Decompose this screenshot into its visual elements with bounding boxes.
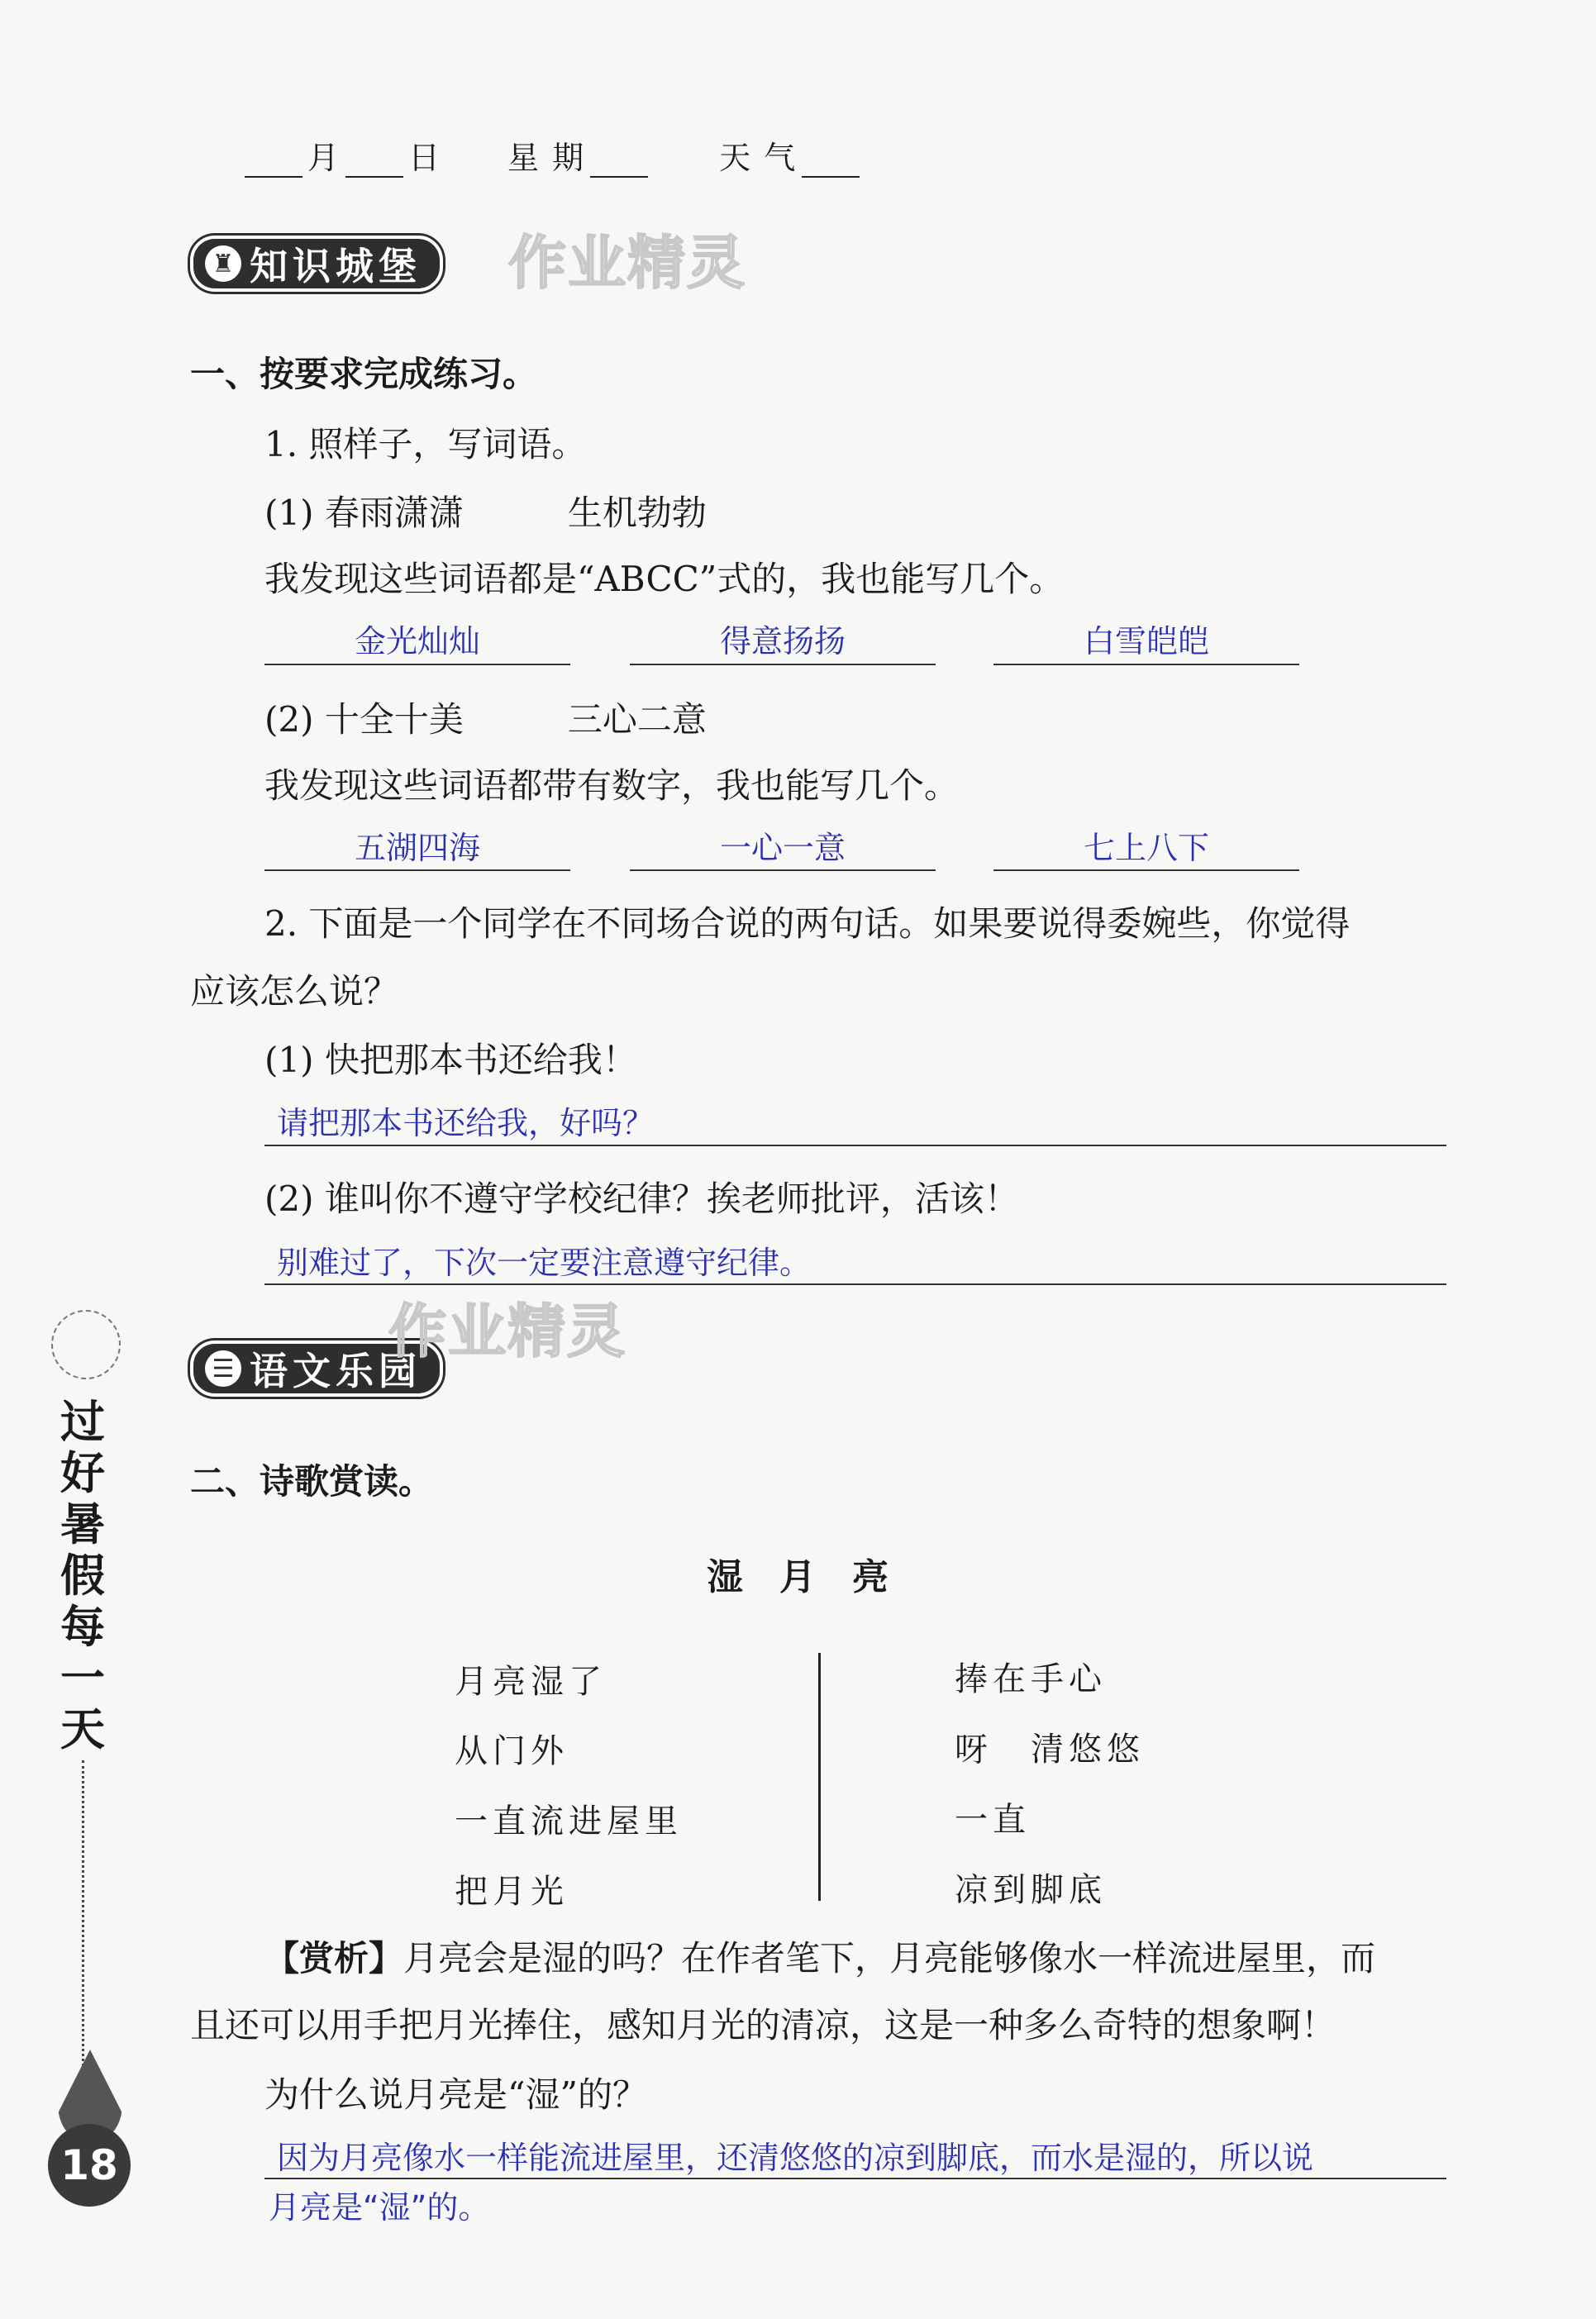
sidebar-char: 天 [60, 1703, 105, 1755]
poem-line: 月亮湿了 [455, 1663, 607, 1701]
weather-blank[interactable] [802, 148, 860, 178]
sidebar-char: 假 [60, 1550, 105, 1602]
sidebar-char: 好 [60, 1447, 105, 1499]
poem-question: 为什么说月亮是“湿”的？ [264, 2074, 647, 2115]
poem-line: 一直流进屋里 [455, 1802, 683, 1840]
answer-word[interactable]: 得意扬扬 [719, 623, 846, 660]
weekday-label: 星 期 [507, 140, 586, 176]
section2-title: 二、诗歌赏读。 [190, 1461, 434, 1502]
poem-line: 把月光 [455, 1873, 569, 1911]
section1-title: 一、按要求完成练习。 [190, 354, 538, 394]
day-label: 日 [408, 140, 442, 176]
answer-word[interactable]: 白雪皑皑 [1083, 623, 1209, 660]
watermark: 作业精灵 [508, 229, 746, 297]
sidebar-char: 过 [60, 1396, 105, 1448]
month-label: 月 [307, 140, 341, 176]
q2-sentence2: (2) 谁叫你不遵守学校纪律？挨老师批评，活该！ [264, 1179, 1019, 1219]
knowledge-castle-badge [190, 236, 443, 292]
book-icon: ☰ [205, 1350, 241, 1387]
answer-line [264, 664, 570, 665]
answer-word[interactable]: 七上八下 [1083, 830, 1209, 866]
answer-word[interactable]: 一心一意 [719, 830, 846, 866]
watermark: 作业精灵 [388, 1298, 626, 1365]
q1-part1-examples: (1) 春雨潇潇 生机勃勃 [264, 493, 707, 533]
month-blank[interactable] [245, 148, 303, 178]
knowledge-castle-label: 知识城堡 [250, 244, 422, 288]
poem-line: 捧在手心 [955, 1660, 1107, 1698]
sidebar-char: 每 [60, 1601, 105, 1653]
answer-line [264, 1145, 1446, 1146]
q2-answer1[interactable]: 请把那本书还给我，好吗？ [277, 1105, 655, 1141]
poem-line: 呀 清悠悠 [955, 1731, 1145, 1769]
page-number: 18 [48, 2124, 131, 2207]
analysis-text1: 月亮会是湿的吗？在作者笔下，月亮能够像水一样流进屋里，而 [403, 1938, 1376, 1979]
q1-part2-finding: 我发现这些词语都带有数字，我也能写几个。 [264, 765, 960, 806]
poem-answer-line2[interactable]: 月亮是“湿”的。 [269, 2189, 490, 2226]
weekday-blank[interactable] [590, 148, 648, 178]
answer-line [630, 664, 936, 665]
q1-prompt: 1. 照样子，写词语。 [264, 424, 587, 464]
analysis-line1 [264, 1931, 1375, 1981]
day-blank[interactable] [345, 148, 403, 178]
answer-word[interactable]: 金光灿灿 [354, 623, 480, 660]
sidebar-char: 一 [60, 1652, 105, 1704]
castle-icon: ♜ [205, 245, 241, 282]
poem-answer-line1[interactable]: 因为月亮像水一样能流进屋里，还清悠悠的凉到脚底，而水是湿的，所以说 [277, 2140, 1314, 2176]
q1-part2-examples: (2) 十全十美 三心二意 [264, 699, 707, 740]
poem-line: 一直 [955, 1801, 1031, 1839]
answer-line [630, 869, 936, 871]
q2-prompt-line1: 2. 下面是一个同学在不同场合说的两句话。如果要说得委婉些，你觉得 [264, 903, 1351, 944]
poem-title: 湿 月 亮 [707, 1556, 889, 1598]
q2-sentence1: (1) 快把那本书还给我！ [264, 1040, 637, 1080]
sidebar-char: 暑 [60, 1498, 105, 1550]
weather-label: 天 气 [719, 140, 798, 176]
chinese-garden-label: 语文乐园 [250, 1349, 422, 1393]
answer-word[interactable]: 五湖四海 [354, 830, 480, 866]
analysis-tag: 【赏析】 [264, 1938, 404, 1979]
answer-line [993, 869, 1299, 871]
analysis-line2: 且还可以用手把月光捧住，感知月光的清凉，这是一种多么奇特的想象啊！ [190, 2005, 1336, 2045]
q1-part1-finding: 我发现这些词语都是“ABCC”式的，我也能写几个。 [264, 559, 1065, 599]
q2-answer2[interactable]: 别难过了，下次一定要注意遵守纪律。 [277, 1245, 812, 1281]
q2-prompt-line2: 应该怎么说？ [190, 971, 399, 1012]
sidebar-dotted-line [82, 1760, 84, 2091]
poem-line: 凉到脚底 [955, 1871, 1107, 1909]
poem-line: 从门外 [455, 1732, 569, 1770]
sidebar-title [58, 1397, 107, 1755]
answer-line [264, 869, 570, 871]
sun-icon [51, 1310, 121, 1379]
answer-line [264, 2178, 1446, 2179]
poem-divider [818, 1653, 821, 1901]
date-line [240, 132, 865, 178]
answer-line [993, 664, 1299, 665]
